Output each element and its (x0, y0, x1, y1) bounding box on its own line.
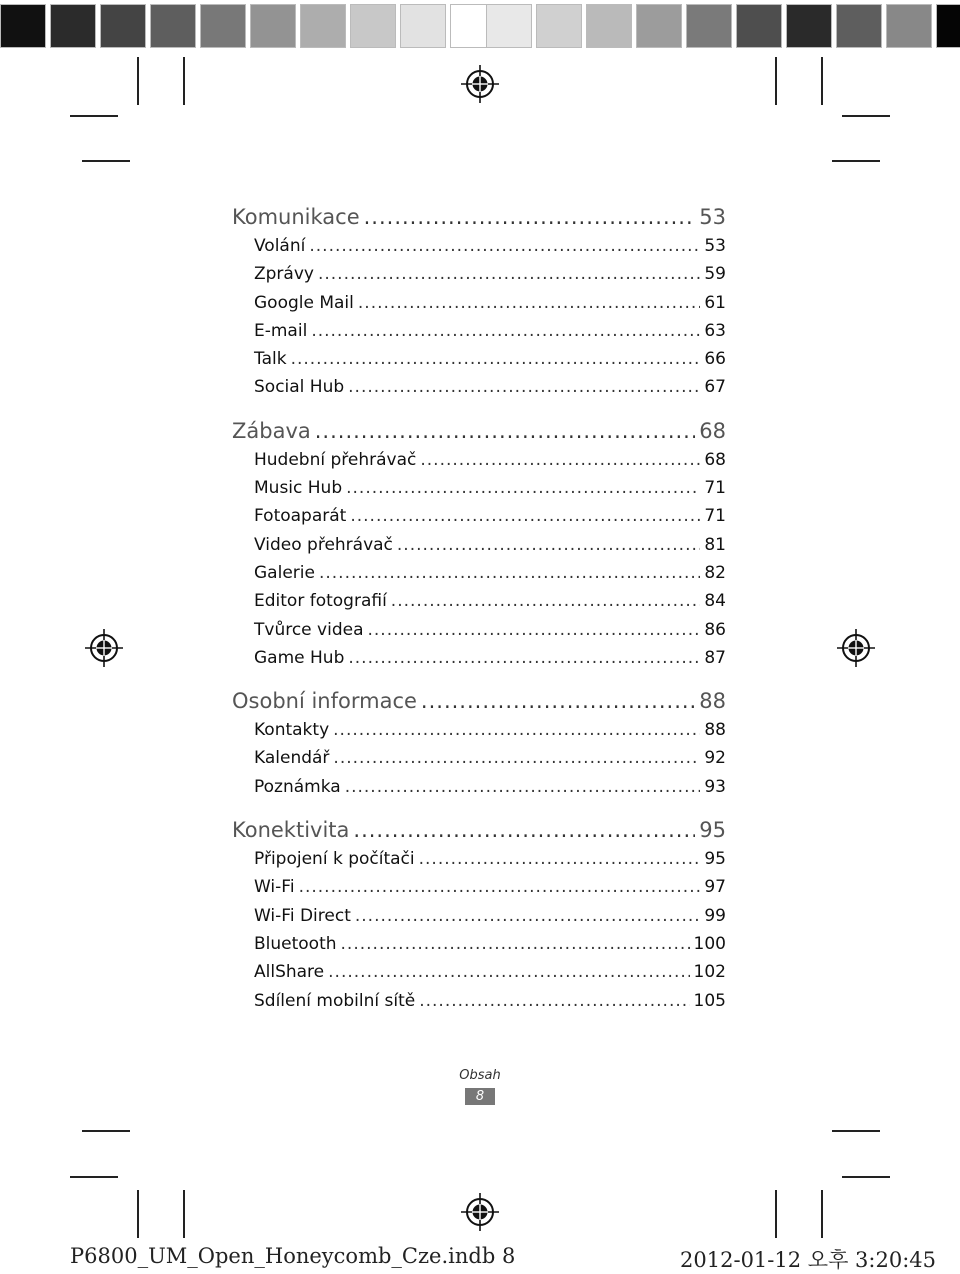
dot-leader (318, 260, 700, 288)
toc-entry-page: 99 (704, 905, 726, 926)
toc-entry-page: 71 (704, 478, 726, 499)
slug-file-name: P6800_UM_Open_Honeycomb_Cze.indb 8 (70, 1244, 516, 1268)
toc-entry-title: Fotoaparát (254, 506, 347, 527)
dot-leader (309, 232, 700, 260)
toc-entry-page: 86 (704, 619, 726, 640)
dot-leader (333, 716, 700, 744)
toc-entry[interactable] (232, 502, 726, 530)
dot-leader (328, 958, 689, 986)
toc-entry[interactable] (232, 930, 726, 958)
color-swatch (200, 4, 246, 48)
toc-entry-title: Talk (254, 349, 287, 370)
toc-entry-title: Social Hub (254, 377, 345, 398)
toc-section-title: Komunikace (232, 205, 360, 229)
dot-leader (364, 203, 696, 232)
color-swatch (0, 4, 46, 48)
dot-leader (358, 289, 700, 317)
crop-mark (775, 57, 777, 105)
toc-entry-page: 53 (704, 236, 726, 256)
toc-section[interactable] (232, 687, 726, 716)
color-swatch (786, 4, 832, 48)
crop-mark (821, 57, 823, 105)
color-swatch (586, 4, 632, 48)
crop-mark (82, 1130, 130, 1132)
toc-entry-page: 63 (704, 320, 726, 341)
toc-entry-page: 71 (704, 506, 726, 527)
footer-section-label: Obsah (459, 1068, 501, 1083)
color-swatch (736, 4, 782, 48)
crop-mark (70, 1176, 118, 1178)
toc-entry-page: 82 (704, 562, 726, 583)
footer-page-number: 8 (465, 1088, 495, 1105)
color-swatch (100, 4, 146, 48)
dot-leader (397, 531, 700, 559)
toc-entry[interactable] (232, 644, 726, 672)
toc-entry-title: Google Mail (254, 292, 354, 313)
toc-entry[interactable] (232, 716, 726, 744)
toc-section-page: 95 (699, 818, 726, 843)
crop-mark (70, 115, 118, 117)
dot-leader (341, 930, 690, 958)
toc-section[interactable] (232, 203, 726, 232)
crop-mark (82, 160, 130, 162)
toc-entry-page: 88 (704, 720, 726, 741)
dot-leader (419, 845, 701, 873)
registration-mark-icon (85, 629, 123, 667)
registration-mark-icon (837, 629, 875, 667)
crop-mark (183, 57, 185, 105)
toc-section-title: Osobní informace (232, 689, 417, 714)
toc-entry[interactable] (232, 902, 726, 930)
toc-entry-title: Bluetooth (254, 933, 337, 954)
toc-entry[interactable] (232, 531, 726, 559)
dot-leader (419, 987, 689, 1015)
toc-entry-title: Připojení k počítači (254, 849, 415, 870)
crop-mark (137, 1190, 139, 1238)
toc-entry-page: 92 (704, 748, 726, 769)
toc-section-title: Konektivita (232, 818, 350, 843)
dot-leader (353, 816, 695, 845)
toc-entry-page: 68 (704, 449, 726, 470)
toc-entry-title: Volání (254, 236, 306, 256)
toc-entry-title: AllShare (254, 962, 325, 983)
color-swatch (350, 4, 396, 48)
dot-leader (319, 559, 700, 587)
toc-entry-title: Game Hub (254, 647, 345, 668)
dot-leader (346, 474, 700, 502)
toc-entry[interactable] (232, 474, 726, 502)
toc-entry-title: Wi-Fi (254, 877, 295, 898)
color-bar-left (0, 4, 496, 48)
toc-entry[interactable] (232, 773, 726, 801)
dot-leader (348, 644, 700, 672)
toc-entry[interactable] (232, 845, 726, 873)
table-of-contents (232, 203, 726, 1015)
toc-entry[interactable] (232, 345, 726, 373)
color-swatch (836, 4, 882, 48)
color-swatch (886, 4, 932, 48)
toc-entry-title: Kalendář (254, 748, 330, 769)
toc-entry-title: Sdílení mobilní sítě (254, 990, 416, 1011)
crop-mark (832, 160, 880, 162)
dot-leader (420, 446, 700, 474)
color-swatch (536, 4, 582, 48)
crop-mark (842, 115, 890, 117)
toc-entry-page: 59 (704, 264, 726, 285)
registration-mark-icon (461, 1193, 499, 1231)
dot-leader (350, 502, 700, 530)
crop-mark (137, 57, 139, 105)
color-swatch (150, 4, 196, 48)
toc-entry-page: 93 (704, 776, 726, 797)
toc-entry-page: 66 (704, 349, 726, 370)
color-bar-right (486, 4, 960, 48)
toc-entry-title: Video přehrávač (254, 534, 393, 555)
toc-entry-page: 84 (704, 591, 726, 612)
toc-section[interactable] (232, 417, 726, 446)
dot-leader (421, 687, 695, 716)
toc-section-page: 88 (699, 689, 726, 714)
dot-leader (291, 345, 701, 373)
toc-entry-title: Poznámka (254, 776, 341, 797)
crop-mark (775, 1190, 777, 1238)
toc-entry[interactable] (232, 559, 726, 587)
toc-entry-page: 95 (704, 849, 726, 870)
dot-leader (299, 873, 701, 901)
toc-entry-title: Galerie (254, 562, 315, 583)
toc-entry-title: Zprávy (254, 264, 314, 285)
toc-entry-title: Editor fotografií (254, 591, 387, 612)
dot-leader (348, 373, 700, 401)
toc-section-title: Zábava (232, 418, 311, 443)
color-swatch (636, 4, 682, 48)
crop-mark (183, 1190, 185, 1238)
toc-entry[interactable] (232, 232, 726, 260)
toc-entry-title: E-mail (254, 320, 308, 341)
toc-entry[interactable] (232, 744, 726, 772)
toc-entry[interactable] (232, 987, 726, 1015)
color-swatch (686, 4, 732, 48)
toc-entry-title: Tvůrce videa (254, 619, 364, 640)
color-swatch (400, 4, 446, 48)
registration-mark-icon (461, 65, 499, 103)
toc-entry[interactable] (232, 587, 726, 615)
color-swatch (50, 4, 96, 48)
toc-entry-page: 102 (693, 962, 726, 983)
toc-entry[interactable] (232, 958, 726, 986)
toc-entry-page: 61 (704, 292, 726, 313)
toc-entry[interactable] (232, 873, 726, 901)
toc-entry[interactable] (232, 317, 726, 345)
color-swatch (250, 4, 296, 48)
color-swatch (936, 4, 960, 48)
slug-timestamp: 2012-01-12 오후 3:20:45 (680, 1248, 936, 1272)
dot-leader (333, 744, 700, 772)
dot-leader (391, 587, 701, 615)
color-swatch (486, 4, 532, 48)
toc-entry-title: Hudební přehrávač (254, 449, 417, 470)
crop-mark (842, 1176, 890, 1178)
toc-section-page: 53 (699, 205, 726, 229)
toc-entry-page: 100 (693, 933, 726, 954)
toc-entry-page: 105 (693, 990, 726, 1011)
toc-section-page: 68 (699, 418, 726, 443)
color-swatch (300, 4, 346, 48)
dot-leader (345, 773, 701, 801)
dot-leader (368, 616, 701, 644)
toc-entry-page: 67 (704, 377, 726, 398)
toc-entry-title: Wi-Fi Direct (254, 905, 351, 926)
toc-entry-page: 87 (704, 647, 726, 668)
crop-mark (821, 1190, 823, 1238)
dot-leader (315, 417, 696, 446)
crop-mark (832, 1130, 880, 1132)
toc-entry[interactable] (232, 446, 726, 474)
toc-entry[interactable] (232, 289, 726, 317)
toc-entry-title: Music Hub (254, 478, 343, 499)
toc-entry-title: Kontakty (254, 720, 330, 741)
toc-entry-page: 81 (704, 534, 726, 555)
toc-entry-page: 97 (704, 877, 726, 898)
toc-entry[interactable] (232, 616, 726, 644)
dot-leader (355, 902, 700, 930)
toc-entry[interactable] (232, 260, 726, 288)
toc-entry[interactable] (232, 373, 726, 401)
toc-section[interactable] (232, 816, 726, 845)
dot-leader (311, 317, 700, 345)
